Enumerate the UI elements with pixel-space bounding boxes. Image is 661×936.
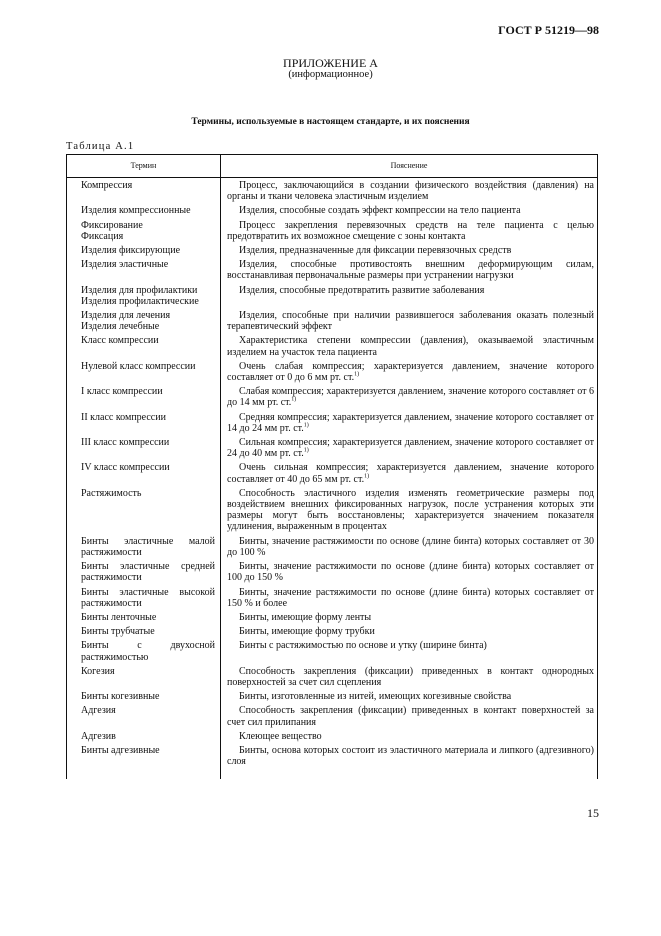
explanation-text: Сильная компрессия; характеризуется давлением, значение которого составляет от 24 до 40 мм рт. ст. <box>227 437 594 460</box>
explanation-text: Способность закрепления (фиксации) приведенных в контакт однородных поверхностей за счет сил сцепления <box>227 665 594 688</box>
explanation-cell <box>221 218 598 243</box>
footnote-marker: 1) <box>291 397 297 404</box>
explanation-text: Способность эластичного изделия изменять геометрические размеры под воздействием внешних фиксированных нагрузок, после устранения которых эти размеры могут быть восстановлены; характеризуется значением показателя удлинения, выраженным в процентах <box>227 487 594 533</box>
term-text: Изделия профилактические <box>81 295 199 307</box>
explanation-text: Характеристика степени компрессии (давления), оказываемой эластичным изделием на участок тела пациента <box>227 335 594 358</box>
term-cell <box>67 243 221 257</box>
term-cell <box>67 203 221 217</box>
explanation-cell <box>221 559 598 584</box>
explanation-text: Бинты, имеющие форму трубки <box>239 626 375 638</box>
term-cell <box>67 638 221 663</box>
table-row <box>67 435 598 460</box>
table-spacer-row <box>67 768 598 779</box>
table-label: Таблица А.1 <box>66 141 135 152</box>
term-text: Когезия <box>81 665 115 677</box>
term-text: III класс компрессии <box>81 437 170 449</box>
explanation-cell <box>221 257 598 282</box>
explanation-text: Изделия, предназначенные для фиксации перевязочных средств <box>239 245 512 257</box>
table-row <box>67 729 598 743</box>
table-row <box>67 410 598 435</box>
explanation-text: Способность закрепления (фиксации) приведенных в контакт поверхностей за счет сил прилипания <box>227 705 594 728</box>
explanation-text: Изделия, способные противостоять внешним деформирующим силам, восстанавливая первоначальные размеры при устранении нагрузки <box>227 259 594 282</box>
table-row <box>67 257 598 282</box>
column-header-explanation: Пояснение <box>221 155 598 178</box>
term-text: Бинты ленточные <box>81 611 157 623</box>
term-cell <box>67 257 221 282</box>
table-row <box>67 624 598 638</box>
explanation-text: Слабая компрессия; характеризуется давлением, значение которого составляет от 6 до 14 мм рт. ст. <box>227 386 594 409</box>
term-cell <box>67 410 221 435</box>
term-cell <box>67 664 221 689</box>
explanation-cell <box>221 333 598 358</box>
table-row <box>67 689 598 703</box>
term-cell <box>67 435 221 460</box>
explanation-cell <box>221 384 598 409</box>
term-cell <box>67 703 221 728</box>
term-text: Класс компрессии <box>81 335 159 347</box>
term-cell <box>67 460 221 485</box>
term-cell <box>67 743 221 768</box>
term-text: Бинты адгезивные <box>81 744 160 756</box>
section-heading: Термины, используемые в настоящем стандарте, и их пояснения <box>191 117 470 127</box>
term-cell <box>67 585 221 610</box>
term-text: Адгезив <box>81 730 116 742</box>
explanation-cell <box>221 610 598 624</box>
term-cell <box>67 384 221 409</box>
term-text: I класс компрессии <box>81 386 163 398</box>
footnote-marker: 1) <box>354 371 360 378</box>
table-row <box>67 664 598 689</box>
explanation-cell <box>221 703 598 728</box>
term-cell <box>67 486 221 534</box>
term-cell <box>67 218 221 243</box>
term-cell <box>67 729 221 743</box>
table-row <box>67 384 598 409</box>
explanation-text: Очень сильная компрессия; характеризуется давлением, значение которого составляет от 40 до 65 мм рт. ст. <box>227 462 594 485</box>
term-text: IV класс компрессии <box>81 462 170 474</box>
table-row <box>67 585 598 610</box>
table-row <box>67 610 598 624</box>
term-cell <box>67 610 221 624</box>
explanation-text: Бинты, значение растяжимости по основе (длине бинта) которых составляет от 30 до 100 % <box>227 535 594 558</box>
term-text: Компрессия <box>81 180 133 191</box>
table-body <box>67 178 598 780</box>
explanation-cell <box>221 460 598 485</box>
table-row <box>67 203 598 217</box>
table-row <box>67 534 598 559</box>
term-cell <box>67 534 221 559</box>
table-row <box>67 333 598 358</box>
spacer-cell <box>67 768 221 779</box>
appendix-heading <box>0 57 661 81</box>
term-text: Изделия лечебные <box>81 321 160 333</box>
explanation-cell <box>221 243 598 257</box>
footnote-marker: 1) <box>364 473 370 480</box>
term-text: Бинты с двухосной растяжимостью <box>81 640 215 663</box>
explanation-cell <box>221 283 598 308</box>
explanation-cell <box>221 486 598 534</box>
term-text: Изделия фиксирующие <box>81 245 181 257</box>
term-text: Изделия компрессионные <box>81 205 191 217</box>
term-text: Бинты эластичные высокой растяжимости <box>81 586 215 609</box>
term-text: Бинты трубчатые <box>81 626 155 638</box>
explanation-text: Процесс, заключающийся в создании физического воздействия (давления) на органы и ткани человека эластичным изделием <box>227 180 594 203</box>
term-cell <box>67 559 221 584</box>
explanation-cell <box>221 743 598 768</box>
explanation-text: Бинты, значение растяжимости по основе (длине бинта) которых составляет от 100 до 150 % <box>227 561 594 584</box>
explanation-text: Изделия, способные при наличии развившегося заболевания оказать полезный терапевтический эффект <box>227 310 594 333</box>
term-text: Фиксация <box>81 230 124 242</box>
explanation-text: Бинты, изготовленные из нитей, имеющих когезивные свойства <box>239 691 512 703</box>
explanation-text: Средняя компрессия; характеризуется давлением, значение которого составляет от 14 до 24 мм рт. ст. <box>227 411 594 434</box>
term-cell <box>67 333 221 358</box>
table-row <box>67 359 598 384</box>
footnote-marker: 1) <box>303 422 309 429</box>
table-row <box>67 703 598 728</box>
term-text: Растяжимость <box>81 487 142 499</box>
explanation-cell <box>221 203 598 217</box>
explanation-cell <box>221 534 598 559</box>
term-text: Бинты когезивные <box>81 691 160 703</box>
term-cell <box>67 308 221 333</box>
term-cell <box>67 359 221 384</box>
term-text: Адгезия <box>81 705 116 717</box>
explanation-cell <box>221 638 598 663</box>
appendix-title: ПРИЛОЖЕНИЕ А <box>283 56 378 70</box>
table-header-row <box>67 155 598 178</box>
explanation-cell <box>221 624 598 638</box>
explanation-text: Изделия, способные создать эффект компрессии на тело пациента <box>239 205 521 217</box>
table-row <box>67 243 598 257</box>
term-text: Бинты эластичные малой растяжимости <box>81 535 215 558</box>
standard-code: ГОСТ Р 51219—98 <box>498 23 599 37</box>
explanation-text: Очень слабая компрессия; характеризуется давлением, значение которого составляет от 0 до 6 мм рт. ст. <box>227 360 594 384</box>
explanation-cell <box>221 178 598 204</box>
term-text: Фиксирование <box>81 219 143 231</box>
term-cell <box>67 689 221 703</box>
explanation-cell <box>221 664 598 689</box>
term-cell <box>67 624 221 638</box>
explanation-cell <box>221 435 598 460</box>
table-row <box>67 743 598 768</box>
explanation-text: Бинты с растяжимостью по основе и утку (ширине бинта) <box>239 640 487 652</box>
explanation-text: Бинты, имеющие форму ленты <box>239 611 372 623</box>
table-row <box>67 218 598 243</box>
spacer-cell <box>221 768 598 779</box>
term-text: Изделия эластичные <box>81 259 169 271</box>
term-cell <box>67 283 221 308</box>
explanation-text: Бинты, значение растяжимости по основе (длине бинта) которых составляет от 150 % и более <box>227 586 594 609</box>
table-row <box>67 283 598 308</box>
table-row <box>67 559 598 584</box>
term-cell <box>67 178 221 204</box>
table-row <box>67 460 598 485</box>
explanation-text: Процесс закрепления перевязочных средств на теле пациента с целью предотвратить их возможное смещение с зоны контакта <box>227 219 594 242</box>
explanation-cell <box>221 308 598 333</box>
term-text: Изделия для лечения <box>81 310 171 322</box>
term-text: Бинты эластичные средней растяжимости <box>81 561 215 584</box>
term-text: Изделия для профилактики <box>81 284 198 296</box>
page-number: 15 <box>587 806 599 820</box>
terms-table <box>66 154 598 779</box>
footnote-marker: 1) <box>303 447 309 454</box>
column-header-term: Термин <box>67 155 221 178</box>
term-text: II класс компрессии <box>81 411 166 423</box>
explanation-text: Клеющее вещество <box>239 730 322 742</box>
explanation-cell <box>221 729 598 743</box>
term-text: Нулевой класс компрессии <box>81 360 196 372</box>
explanation-cell <box>221 585 598 610</box>
explanation-text: Бинты, основа которых состоит из эластичного материала и липкого (адгезивного) слоя <box>227 744 594 768</box>
table-row <box>67 486 598 534</box>
explanation-cell <box>221 410 598 435</box>
table-row <box>67 308 598 333</box>
explanation-cell <box>221 359 598 384</box>
explanation-text: Изделия, способные предотвратить развитие заболевания <box>239 284 485 296</box>
table-row <box>67 638 598 663</box>
table-row <box>67 178 598 204</box>
appendix-subtitle: (информационное) <box>288 69 373 80</box>
explanation-cell <box>221 689 598 703</box>
